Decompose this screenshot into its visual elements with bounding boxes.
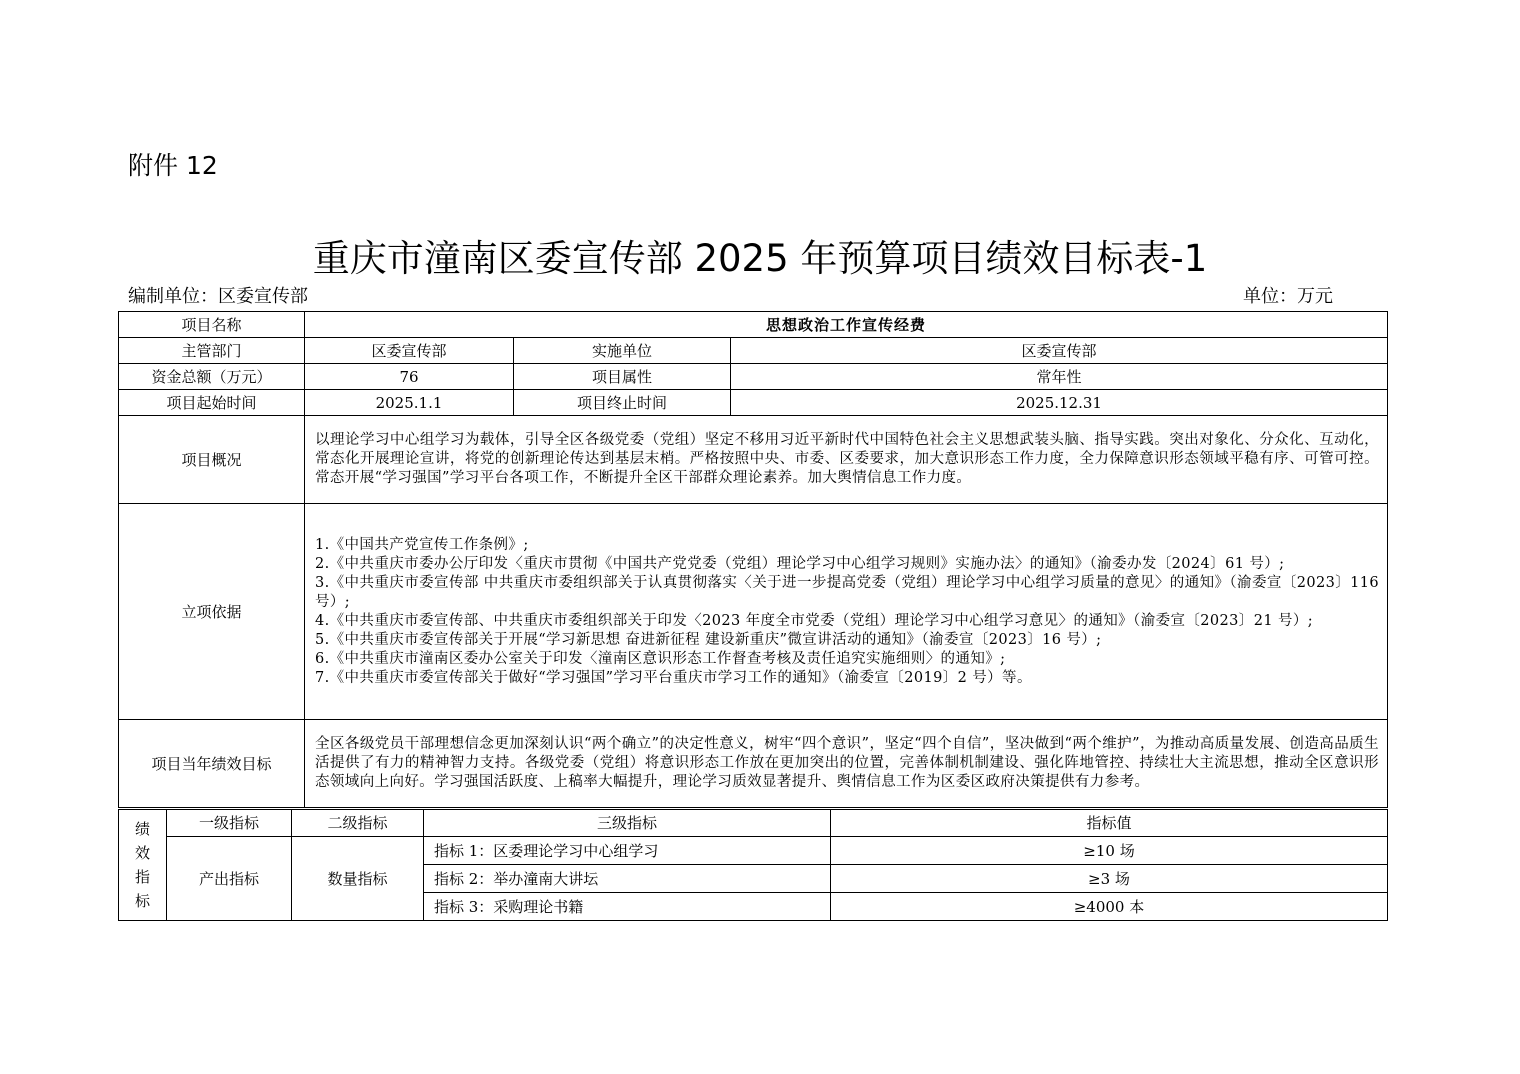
header-value: 指标值 (831, 810, 1388, 837)
dept-value: 区委宣传部 (305, 338, 514, 364)
level2-value: 数量指标 (292, 837, 424, 921)
indicator-section-text: 绩效指标 (135, 820, 151, 910)
basis-label: 立项依据 (119, 504, 305, 720)
basis-item: 1.《中国共产党宣传工作条例》; (315, 536, 529, 553)
indicator-name: 指标 2：举办潼南大讲坛 (424, 865, 831, 893)
funds-value: 76 (305, 364, 514, 390)
row-project-name (119, 312, 1388, 338)
indicator-name: 指标 3：采购理论书籍 (424, 893, 831, 921)
basis-item: 6.《中共重庆市潼南区委办公室关于印发〈潼南区意识形态工作督查考核及责任追究实施细则〉的通知》; (315, 650, 1006, 667)
indicator-value: ≥4000 本 (831, 893, 1388, 921)
compiler-label: 编制单位：区委宣传部 (128, 286, 308, 307)
project-name-label: 项目名称 (119, 312, 305, 338)
basis-item: 7.《中共重庆市委宣传部关于做好“学习强国”学习平台重庆市学习工作的通知》（渝委宣〔2019〕2 号）等。 (315, 669, 1032, 686)
document-title: 重庆市潼南区委宣传部 2025 年预算项目绩效目标表-1 (312, 237, 1208, 280)
attachment-number: 附件 12 (128, 151, 218, 180)
goal-text: 全区各级党员干部理想信念更加深刻认识“两个确立”的决定性意义，树牢“四个意识”，坚定“四个自信”，坚决做到“两个维护”，为推动高质量发展、创造高品质生活提供了有力的精神智力支持。各级党委（党组）将意识形态工作放在更加突出的位置，完善体制机制建设、强化阵地管控、持续壮大主流思想，推动全区意识形态领域向上向好。学习强国活跃度、上稿率大幅提升，理论学习质效显著提升、舆情信息工作为区委区政府决策提供有力参考。 (305, 720, 1388, 808)
performance-indicator-table (118, 809, 1388, 921)
header-level2: 二级指标 (292, 810, 424, 837)
basis-item: 3.《中共重庆市委宣传部 中共重庆市委组织部关于认真贯彻落实〈关于进一步提高党委（党组）理论学习中心组学习质量的意见〉的通知》（渝委宣〔2023〕116 号）; (315, 574, 1380, 610)
row-overview (119, 416, 1388, 504)
attr-value: 常年性 (731, 364, 1388, 390)
header-level3: 三级指标 (424, 810, 831, 837)
attr-label: 项目属性 (514, 364, 731, 390)
goal-label: 项目当年绩效目标 (119, 720, 305, 808)
dept-label: 主管部门 (119, 338, 305, 364)
overview-text: 以理论学习中心组学习为载体，引导全区各级党委（党组）坚定不移用习近平新时代中国特色社会主义思想武装头脑、指导实践。突出对象化、分众化、互动化，常态化开展理论宣讲，将党的创新理论传达到基层末梢。严格按照中央、市委、区委要求，加大意识形态工作力度，全力保障意识形态领域平稳有序、可管可控。常态开展“学习强国”学习平台各项工作，不断提升全区干部群众理论素养。加大舆情信息工作力度。 (305, 416, 1388, 504)
row-basis (119, 504, 1388, 720)
indicator-header-row (119, 810, 1388, 837)
end-label: 项目终止时间 (514, 390, 731, 416)
impl-label: 实施单位 (514, 338, 731, 364)
project-info-table (118, 311, 1388, 808)
project-name-value: 思想政治工作宣传经费 (305, 312, 1388, 338)
basis-item: 5.《中共重庆市委宣传部关于开展“学习新思想 奋进新征程 建设新重庆”微宣讲活动的通知》（渝委宣〔2023〕16 号）; (315, 631, 1102, 648)
basis-item: 4.《中共重庆市委宣传部、中共重庆市委组织部关于印发〈2023 年度全市党委（党组）理论学习中心组学习意见〉的通知》（渝委宣〔2023〕21 号）; (315, 612, 1314, 629)
level1-value: 产出指标 (167, 837, 292, 921)
table-row (119, 837, 1388, 865)
impl-value: 区委宣传部 (731, 338, 1388, 364)
row-funds (119, 364, 1388, 390)
row-goal (119, 720, 1388, 808)
indicator-value: ≥10 场 (831, 837, 1388, 865)
funds-label: 资金总额（万元） (119, 364, 305, 390)
currency-unit-label: 单位：万元 (1243, 286, 1333, 307)
basis-list (305, 504, 1388, 720)
indicator-section-label (119, 810, 167, 921)
row-department (119, 338, 1388, 364)
end-value: 2025.12.31 (731, 390, 1388, 416)
row-period (119, 390, 1388, 416)
overview-label: 项目概况 (119, 416, 305, 504)
header-level1: 一级指标 (167, 810, 292, 837)
indicator-name: 指标 1：区委理论学习中心组学习 (424, 837, 831, 865)
start-label: 项目起始时间 (119, 390, 305, 416)
basis-item: 2.《中共重庆市委办公厅印发〈重庆市贯彻《中国共产党党委（党组）理论学习中心组学习规则》实施办法〉的通知》（渝委办发〔2024〕61 号）; (315, 555, 1285, 572)
start-value: 2025.1.1 (305, 390, 514, 416)
indicator-value: ≥3 场 (831, 865, 1388, 893)
